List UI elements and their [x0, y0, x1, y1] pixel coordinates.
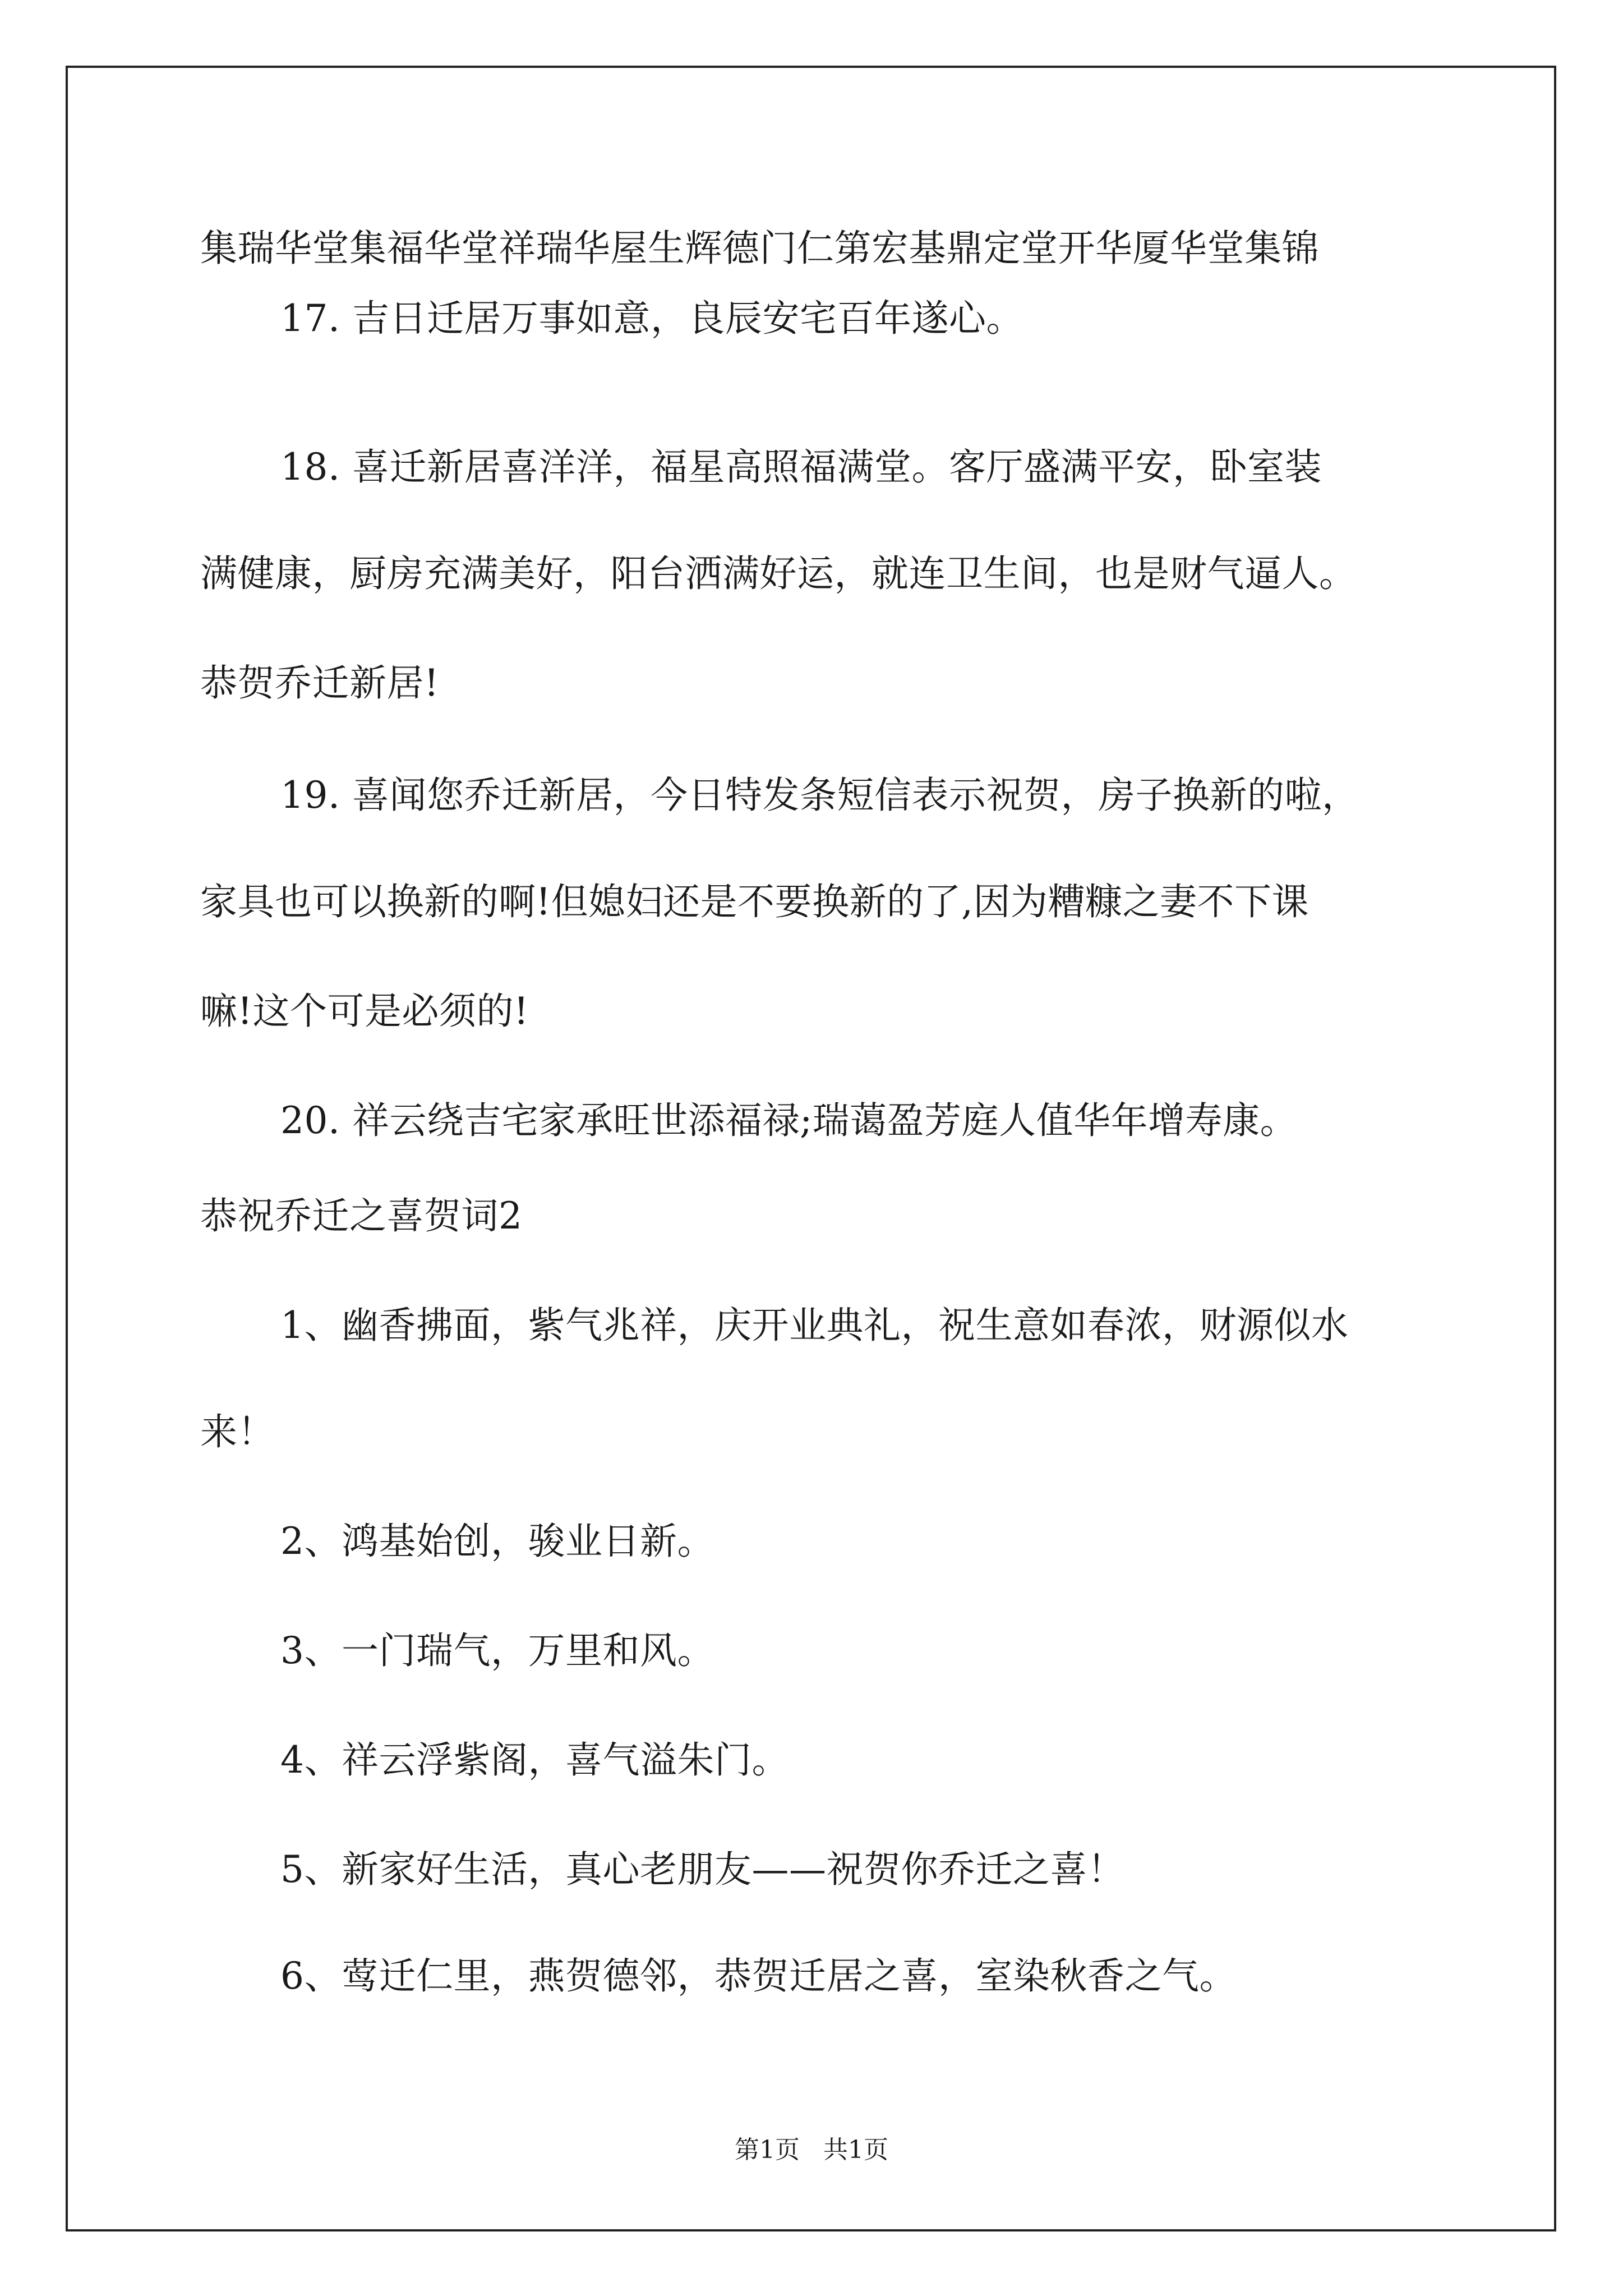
- text-line-11: 来！: [200, 1410, 275, 1453]
- page-footer: 第1页 共1页: [735, 2136, 888, 2164]
- text-line-6: 19. 喜闻您乔迁新居，今日特发条短信表示祝贺，房子换新的啦，: [280, 774, 1359, 817]
- text-line-5: 恭贺乔迁新居!: [200, 661, 440, 705]
- text-line-2: 17. 吉日迁居万事如意，良辰安宅百年遂心。: [280, 297, 1023, 340]
- text-line-9: 20. 祥云绕吉宅家承旺世添福禄;瑞蔼盈芳庭人值华年增寿康。: [280, 1099, 1298, 1142]
- text-line-14: 4、祥云浮紫阁，喜气溢朱门。: [280, 1738, 789, 1782]
- text-line-12: 2、鸿基始创，骏业日新。: [280, 1520, 714, 1563]
- text-line-8: 嘛!这个可是必须的!: [200, 990, 529, 1033]
- text-line-7: 家具也可以换新的啊!但媳妇还是不要换新的了,因为糟糠之妻不下课: [200, 880, 1310, 923]
- page-border: [66, 66, 1556, 2231]
- text-line-16: 6、莺迁仁里，燕贺德邻，恭贺迁居之喜，室染秋香之气。: [280, 1954, 1237, 1998]
- text-line-3: 18. 喜迁新居喜洋洋，福星高照福满堂。客厅盛满平安，卧室装: [280, 445, 1322, 489]
- text-line-1: 集瑞华堂集福华堂祥瑞华屋生辉德门仁第宏基鼎定堂开华厦华堂集锦: [200, 227, 1319, 270]
- text-line-10: 1、幽香拂面，紫气兆祥，庆开业典礼，祝生意如春浓，财源似水: [280, 1304, 1349, 1347]
- section-heading: 恭祝乔迁之喜贺词2: [200, 1194, 523, 1237]
- text-line-15: 5、新家好生活，真心老朋友——祝贺你乔迁之喜！: [280, 1848, 1125, 1891]
- text-line-4: 满健康，厨房充满美好，阳台洒满好运，就连卫生间，也是财气逼人。: [200, 552, 1357, 595]
- text-line-13: 3、一门瑞气，万里和风。: [280, 1629, 714, 1672]
